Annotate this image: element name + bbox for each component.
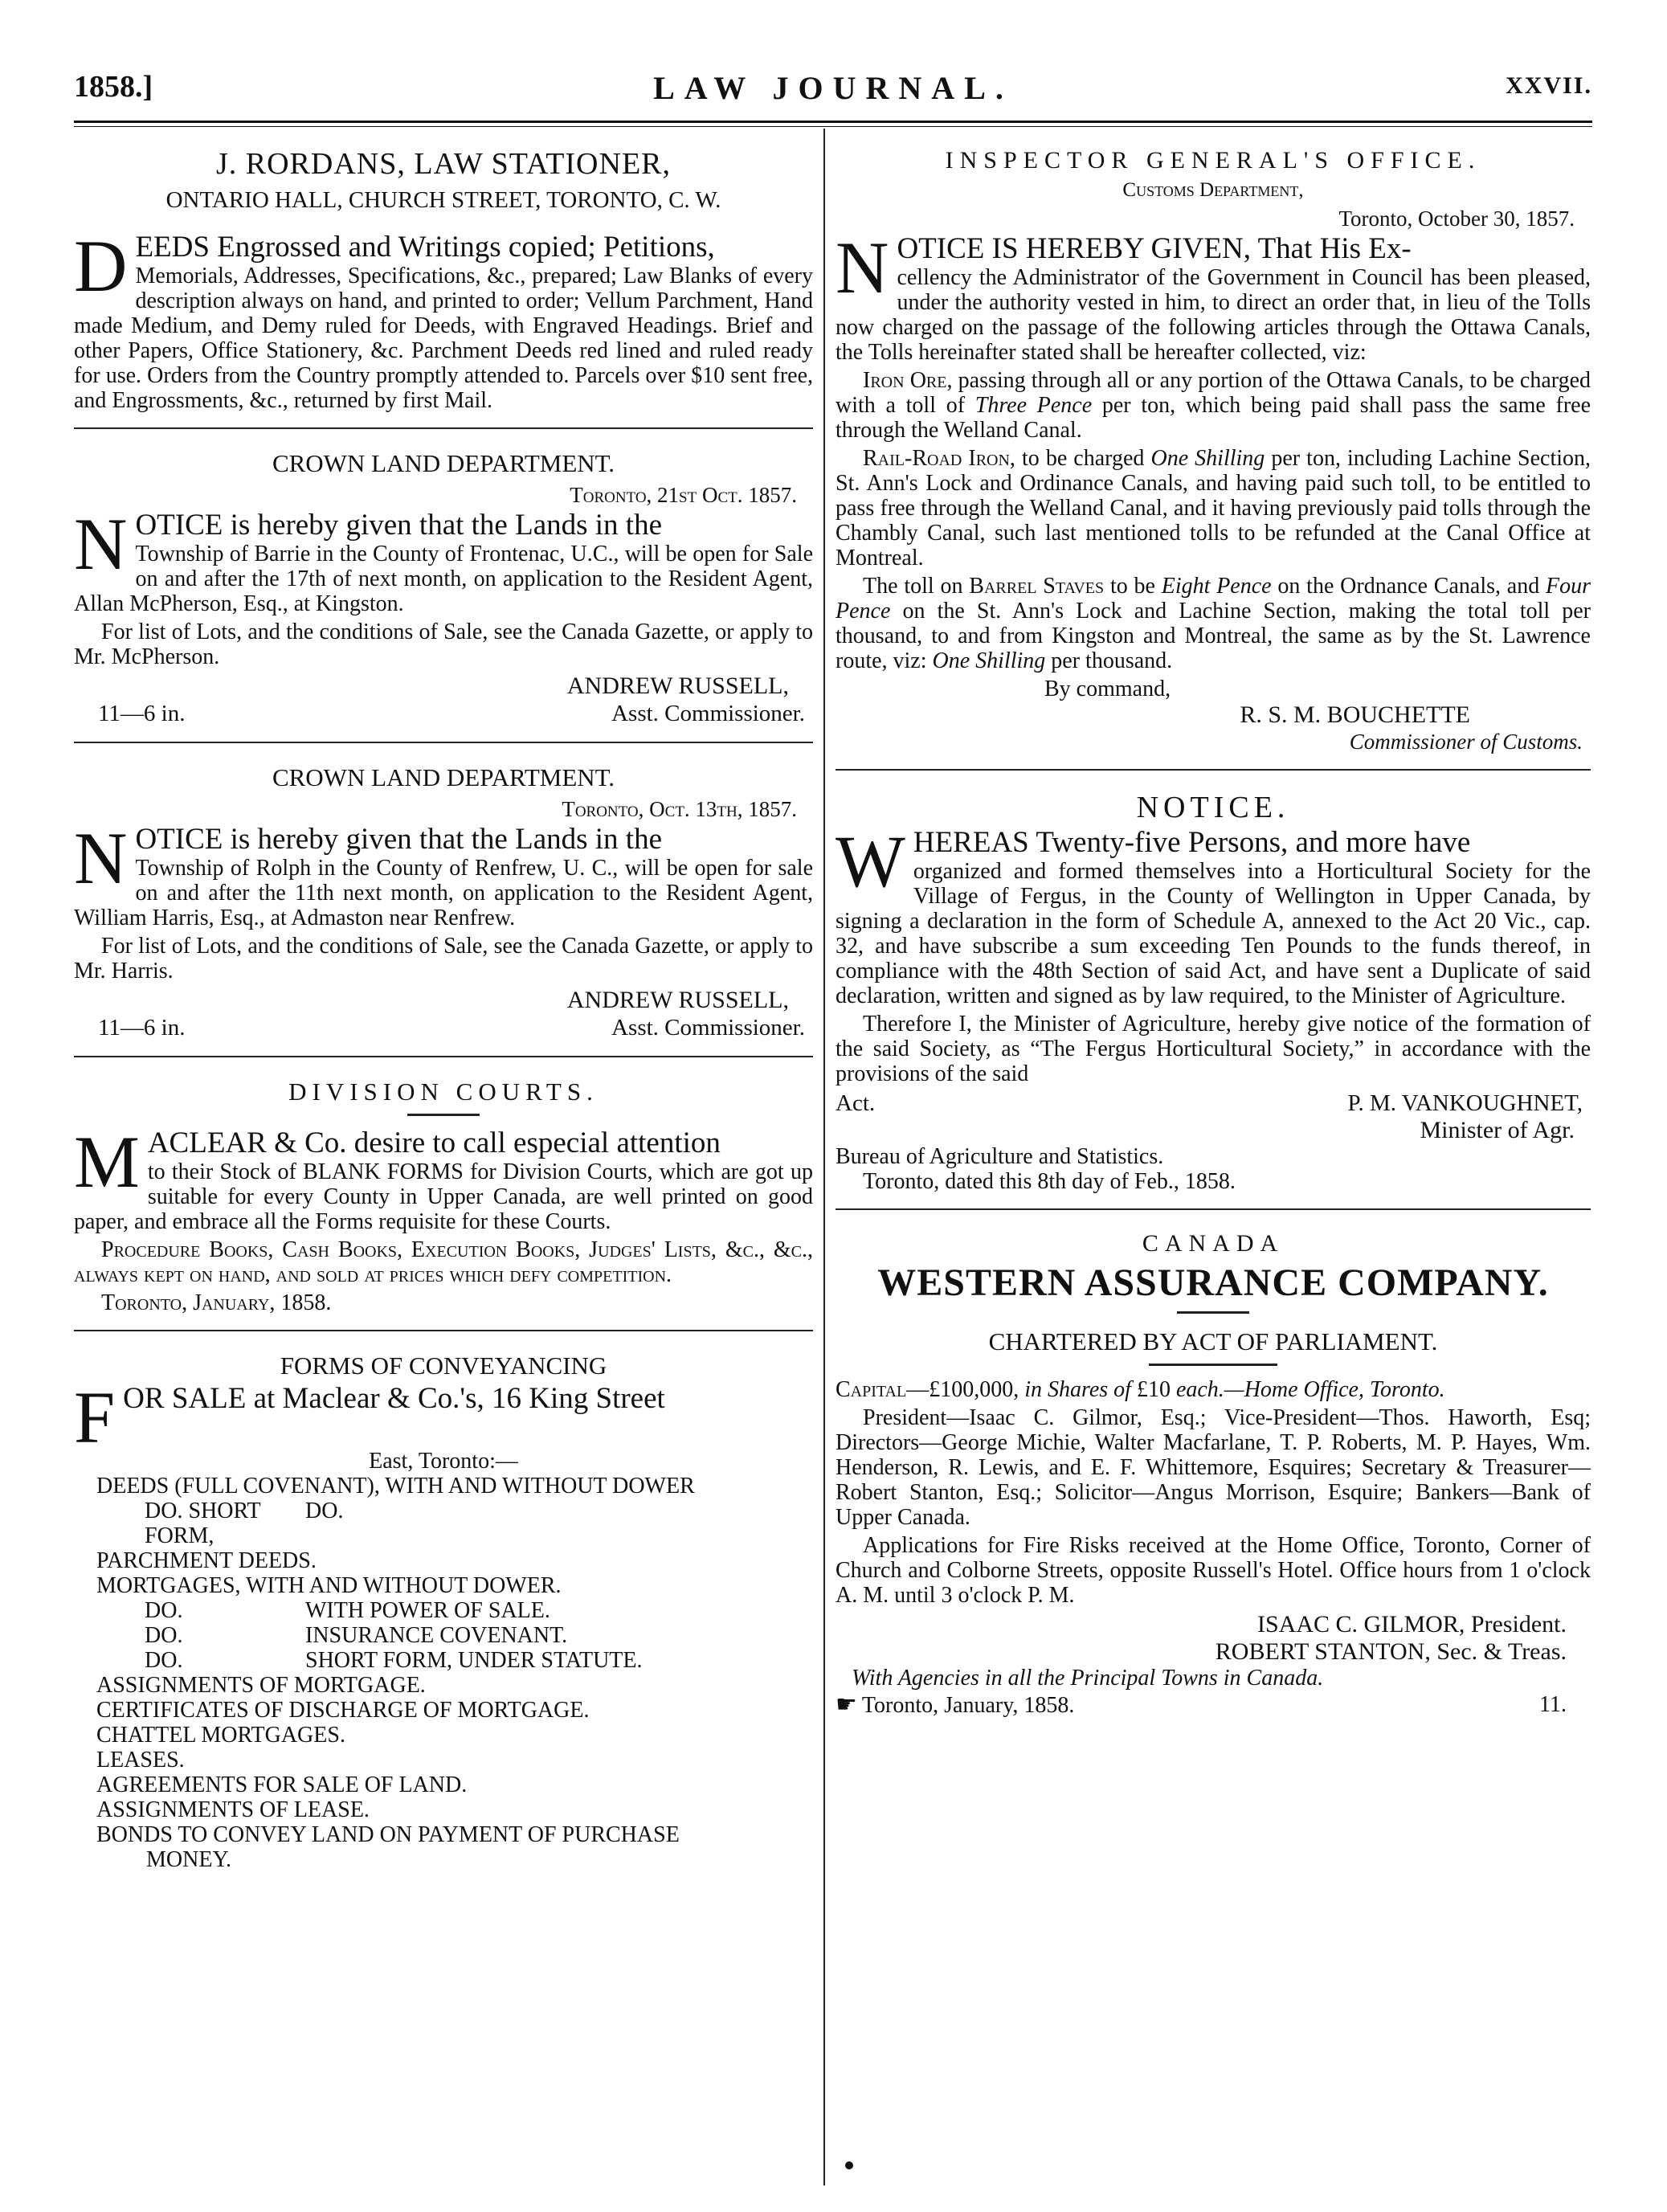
western-sig1: ISAAC C. GILMOR, President. xyxy=(1256,1611,1567,1638)
crown2-date: Toronto, Oct. 13th, 1857. xyxy=(562,797,797,821)
header-page-number: XXVII. xyxy=(1506,72,1592,99)
crown2-signer: ANDREW RUSSELL, xyxy=(566,987,789,1013)
division-title: DIVISION COURTS. xyxy=(288,1077,599,1106)
dropcap: M xyxy=(74,1121,140,1203)
forms-list-item: DO. SHORT FORM, DO. xyxy=(145,1499,344,1548)
western-chartered: CHARTERED BY ACT OF PARLIAMENT. xyxy=(988,1327,1438,1355)
forms-list-last: MONEY. xyxy=(146,1847,232,1872)
crown1-title: CROWN LAND DEPARTMENT. xyxy=(272,449,615,477)
notice-lead: WHEREAS Twenty-five Persons, and more have xyxy=(836,820,1471,902)
notice-body: organized and formed themselves into a Horticultural Society for the Village of Fergus, in the County of Wellington in Upper Canada, by signing a declaration in the form of Schedule A, annexed to the Act 20 Vic., cap. 32, and have subscribe a sum exceeding Ten Pounds to the funds thereof, in compliance with the 48th Section of said Act, and have sent a Duplicate of said declaration, written and signed as by law required, to the Minister of Agriculture. Therefore I, the Minister of Agriculture, hereby give notice of the formation of the said Society, as “The Fergus Horticultural Society,” in accordance with the provisions of the said xyxy=(836,859,1591,1086)
forms-list-item: BONDS TO CONVEY LAND ON PAYMENT OF PURCHASE xyxy=(96,1822,680,1847)
forms-list-item: ASSIGNMENTS OF MORTGAGE. xyxy=(96,1673,426,1698)
rordans-title: J. RORDANS, LAW STATIONER, xyxy=(215,147,671,181)
column-divider xyxy=(823,129,825,2185)
section-rule xyxy=(74,1056,813,1057)
right-column xyxy=(836,145,1591,1735)
inspector-signer: R. S. M. BOUCHETTE xyxy=(1240,701,1470,728)
crown1-date: Toronto, 21st Oct. 1857. xyxy=(570,483,797,507)
section-rule xyxy=(74,742,813,743)
inspector-lead: NOTICE IS HEREBY GIVEN, That His Ex- xyxy=(836,227,1412,309)
division-body: to their Stock of BLANK FORMS for Division Courts, which are got up suitable for every County in Upper Canada, are well printed on good paper, and embrace all the Forms requisite for these Courts. Procedure Books, Cash Books, Execution Books, Judges' Lists, &c., &c., always kept on hand, and sold at prices which defy competition. Toronto, January, 1858. xyxy=(74,1159,813,1315)
pointing-hand-icon: ☛ xyxy=(836,1691,857,1718)
forms-list-item: PARCHMENT DEEDS. xyxy=(96,1548,317,1573)
dropcap: F xyxy=(74,1376,116,1458)
notice-role: Minister of Agr. xyxy=(1420,1117,1575,1143)
crown2-sig-row: 11—6 in. Asst. Commissioner. xyxy=(98,1015,805,1041)
crown1-body: Township of Barrie in the County of Frontenac, U.C., will be open for Sale on and after the 17th of next month, on application to the Resident Agent, Allan McPherson, Esq., at Kingston. For list of Lots, and the conditions of Sale, see the Canada Gazette, or apply to Mr. McPherson. xyxy=(74,542,813,669)
rordans-body: Memorials, Addresses, Specifications, &c., prepared; Law Blanks of every description always on hand, and printed to order; Vellum Parchment, Hand made Medium, and Demy ruled for Deeds, with Engraved Headings. Brief and other Papers, Office Stationery, &c. Parchment Deeds red lined and ruled ready for use. Orders from the Country promptly attended to. Parcels over $10 sent free, and Engrossments, &c., returned by first Mail. xyxy=(74,264,813,413)
western-agencies: With Agencies in all the Principal Towns in Canada. xyxy=(852,1666,1324,1691)
page-header xyxy=(74,69,1592,114)
division-lead: MACLEAR & Co. desire to call especial attention xyxy=(74,1121,721,1203)
western-assurance-ad xyxy=(836,1228,1591,1720)
rordans-subtitle: ONTARIO HALL, CHURCH STREET, TORONTO, C. W. xyxy=(165,187,721,213)
crown2-body: Township of Rolph in the County of Renfrew, U. C., will be open for sale on and after the 11th next month, on application to the Resident Agent, William Harris, Esq., at Admaston near Renfrew. For list of Lots, and the conditions of Sale, see the Canada Gazette, or apply to Mr. Harris. xyxy=(74,856,813,983)
inspector-role: Commissioner of Customs. xyxy=(1349,730,1583,754)
crown2-lead: NOTICE is hereby given that the Lands in the xyxy=(74,817,663,899)
western-footer: ☛ Toronto, January, 1858. 11. xyxy=(836,1691,1567,1718)
inspector-date: Toronto, October 30, 1857. xyxy=(1338,206,1575,231)
short-rule xyxy=(407,1114,480,1116)
forms-list-item: MORTGAGES, WITH AND WITHOUT DOWER. xyxy=(96,1573,562,1598)
western-sig2: ROBERT STANTON, Sec. & Treas. xyxy=(1215,1638,1567,1665)
inspector-general-notice xyxy=(836,145,1591,754)
crown1-sig-row: 11—6 in. Asst. Commissioner. xyxy=(98,701,805,726)
section-rule xyxy=(836,769,1591,771)
fergus-notice xyxy=(836,788,1591,1194)
header-title: LAW JOURNAL. xyxy=(653,70,1013,106)
forms-title: FORMS OF CONVEYANCING xyxy=(280,1351,607,1380)
inspector-dept: Customs Department, xyxy=(1122,179,1304,201)
forms-list-item: CERTIFICATES OF DISCHARGE OF MORTGAGE. xyxy=(96,1698,590,1723)
header-year: 1858.] xyxy=(74,70,153,104)
forms-list-item: LEASES. xyxy=(96,1748,185,1772)
forms-lead2: East, Toronto:— xyxy=(369,1449,518,1474)
section-rule xyxy=(74,427,813,429)
short-rule xyxy=(1177,1311,1249,1314)
notice-sig-row: Act. P. M. VANKOUGHNET, xyxy=(836,1090,1583,1116)
section-rule xyxy=(836,1208,1591,1210)
crown2-title: CROWN LAND DEPARTMENT. xyxy=(272,763,615,791)
inspector-title: INSPECTOR GENERAL'S OFFICE. xyxy=(945,147,1481,174)
inspector-body: cellency the Administrator of the Government in Council has been pleased, under the authority vested in him, to direct an order that, in lieu of the Tolls now charged on the passage of the following articles through the Ottawa Canals, the Tolls hereinafter stated shall be hereafter collected, viz: Iron Ore, passing through all or any portion of the Ottawa Canals, to be charged with a toll of Three Pence per ton, which being paid shall pass the same free through the Welland Canal. Rail-Road Iron, to be charged One Shilling per ton, including Lachine Section, St. Ann's Lock and Ordinance Canals, and having paid such toll, to be entitled to pass free through the Welland Canal, and it having previously paid tolls through the Chambly Canal, such last mentioned tolls to be refunded at the Canal Office at Montreal. The toll on Barrel Staves to be Eight Pence on the Ordnance Canals, and Four Pence on the St. Ann's Lock and Lachine Section, making the total toll per thousand, to and from Kingston and Montreal, the same as by the St. Lawrence route, viz: One Shilling per thousand. xyxy=(836,265,1591,673)
division-courts-ad xyxy=(74,1075,813,1315)
crown1-lead: NOTICE is hereby given that the Lands in the xyxy=(74,503,663,585)
header-rule xyxy=(74,121,1592,123)
western-title: WESTERN ASSURANCE COMPANY. xyxy=(877,1261,1549,1304)
rordans-ad xyxy=(74,145,813,413)
forms-list-item: DO. INSURANCE COVENANT. xyxy=(145,1623,568,1648)
forms-list-item: DO. SHORT FORM, UNDER STATUTE. xyxy=(145,1648,643,1673)
notice-title: NOTICE. xyxy=(1136,791,1290,824)
section-rule xyxy=(74,1330,813,1331)
inspector-by-command: By command, xyxy=(1044,677,1171,701)
conveyancing-forms-ad xyxy=(74,1349,813,1872)
page-dot xyxy=(845,2161,853,2169)
crown1-signer: ANDREW RUSSELL, xyxy=(566,673,789,699)
dropcap: N xyxy=(836,227,889,309)
dropcap: N xyxy=(74,503,128,585)
header-rule-thin xyxy=(74,126,1592,127)
dropcap: W xyxy=(836,820,905,902)
crown-land-notice-2 xyxy=(74,761,813,1041)
notice-bureau: Bureau of Agriculture and Statistics. xyxy=(836,1144,1164,1169)
forms-list xyxy=(74,1474,813,1847)
dropcap: N xyxy=(74,817,128,899)
short-rule xyxy=(1149,1364,1277,1366)
forms-list-item: DEEDS (FULL COVENANT), WITH AND WITHOUT DOWER xyxy=(96,1474,695,1499)
western-pre: CANADA xyxy=(1142,1230,1285,1257)
rordans-lead: DEEDS Engrossed and Writings copied; Petitions, xyxy=(74,225,715,307)
forms-list-item: CHATTEL MORTGAGES. xyxy=(96,1723,345,1748)
western-body: Capital—£100,000, in Shares of £10 each.—Home Office, Toronto. President—Isaac C. Gilmor, Esq.; Vice-President—Thos. Haworth, Esq; Directors—George Michie, Walter Macfarlane, T. P. Roberts, M. P. Hayes, Wm. Henderson, R. Lewis, and E. F. Whittemore, Esquires; Secretary & Treasurer—Robert Stanton, Esq.; Solicitor—Angus Morrison, Esquire; Bankers—Bank of Upper Canada. Applications for Fire Risks received at the Home Office, Toronto, Corner of Church and Colborne Streets, opposite Russell's Hotel. Office hours from 1 o'clock A. M. until 3 o'clock P. M. xyxy=(836,1377,1591,1608)
forms-lead: FOR SALE at Maclear & Co.'s, 16 King Street xyxy=(74,1376,665,1458)
crown-land-notice-1 xyxy=(74,447,813,727)
forms-list-item: DO. WITH POWER OF SALE. xyxy=(145,1598,550,1623)
dropcap: D xyxy=(74,225,128,307)
left-column xyxy=(74,145,813,1887)
forms-list-item: AGREEMENTS FOR SALE OF LAND. xyxy=(96,1772,468,1797)
forms-list-item: ASSIGNMENTS OF LEASE. xyxy=(96,1797,370,1822)
notice-date: Toronto, dated this 8th day of Feb., 1858. xyxy=(863,1169,1236,1194)
